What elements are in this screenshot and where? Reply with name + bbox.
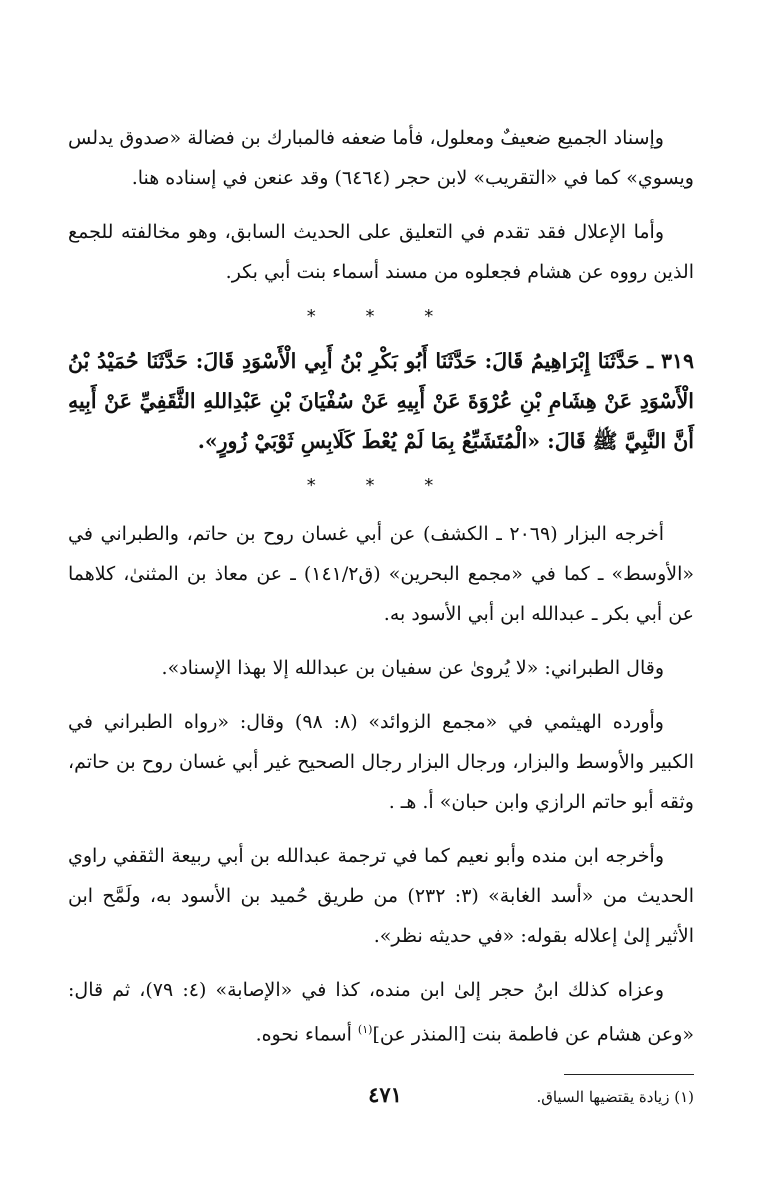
footnote-reference: (١) [357,1023,373,1036]
paragraph-ibn-hajar [68,970,694,1054]
paragraph-ibn-hajar-text: وعزاه كذلك ابنُ حجر إلىٰ ابن منده، كذا في «الإصابة» (٤: ٧٩)، ثم قال: «وعن هشام عن فاطمة بنت [المنذر عن] [68,979,694,1046]
footnote-divider [564,1074,694,1075]
paragraph-tabarani-quote: وقال الطبراني: «لا يُروىٰ عن سفيان بن عبدالله إلا بهذا الإسناد». [161,657,664,679]
section-separator-2: * * * [306,475,456,496]
paragraph-takhrij-bazzar: أخرجه البزار (٢٠٦٩ ـ الكشف) عن أبي غسان روح بن حاتم، والطبراني في «الأوسط» ـ كما في «مجمع البحرين» (ق١٤١/٢) ـ عن معاذ بن المثنىٰ، كلاهما عن أبي بكر ـ عبدالله ابن أبي الأسود به. [68,523,695,625]
footnote: (١) زيادة يقتضيها السياق. [536,1088,694,1107]
paragraph-ibn-hajar-end: أسماء نحوه. [255,1023,358,1046]
paragraph-ibn-mandah: وأخرجه ابن منده وأبو نعيم كما في ترجمة عبدالله بن أبي ربيعة الثقفي راوي الحديث من «أسد الغابة» (٣: ٢٣٢) من طريق حُميد بن الأسود به، ولَمَّح ابن الأثير إلىٰ إعلاله بقوله: «في حديثه نظر». [68,845,694,947]
paragraph-weak-chain: وإسناد الجميع ضعيفٌ ومعلول، فأما ضعفه فالمبارك بن فضالة «صدوق يدلس ويسوي» كما في «التقريب» لابن حجر (٦٤٦٤) وقد عنعن في إسناده هنا. [68,127,694,189]
hadith-text: ٣١٩ ـ حَدَّثَنَا إِبْرَاهِيمُ قَالَ: حَدَّثَنَا أَبُو بَكْرِ بْنُ أَبِي الْأَسْوَدِ قَالَ: حَدَّثَنَا حُمَيْدُ بْنُ الْأَسْوَدِ عَنْ هِشَامِ بْنِ عُرْوَةَ عَنْ أَبِيهِ عَنْ سُفْيَانَ بْنِ عَبْدِاللهِ الثَّقَفِيِّ عَنْ أَبِيهِ أَنَّ النَّبِيَّ ﷺ قَالَ: «الْمُتَشَبِّعُ بِمَا لَمْ يُعْطَ كَلَابِسِ ثَوْبَيْ زُورٍ». [68,349,694,453]
page-number: ٤٧١ [368,1082,402,1107]
paragraph-defect: وأما الإعلال فقد تقدم في التعليق على الحديث السابق، وهو مخالفته للجمع الذين رووه عن هشام فجعلوه من مسند أسماء بنت أبي بكر. [68,221,694,283]
section-separator: * * * [306,306,456,327]
paragraph-haythami: وأورده الهيثمي في «مجمع الزوائد» (٨: ٩٨) وقال: «رواه الطبراني في الكبير والأوسط والبزار، ورجال البزار رجال الصحيح غير أبي غسان روح بن حاتم، وثقه أبو حاتم الرازي وابن حبان» أ. هـ . [68,711,694,813]
